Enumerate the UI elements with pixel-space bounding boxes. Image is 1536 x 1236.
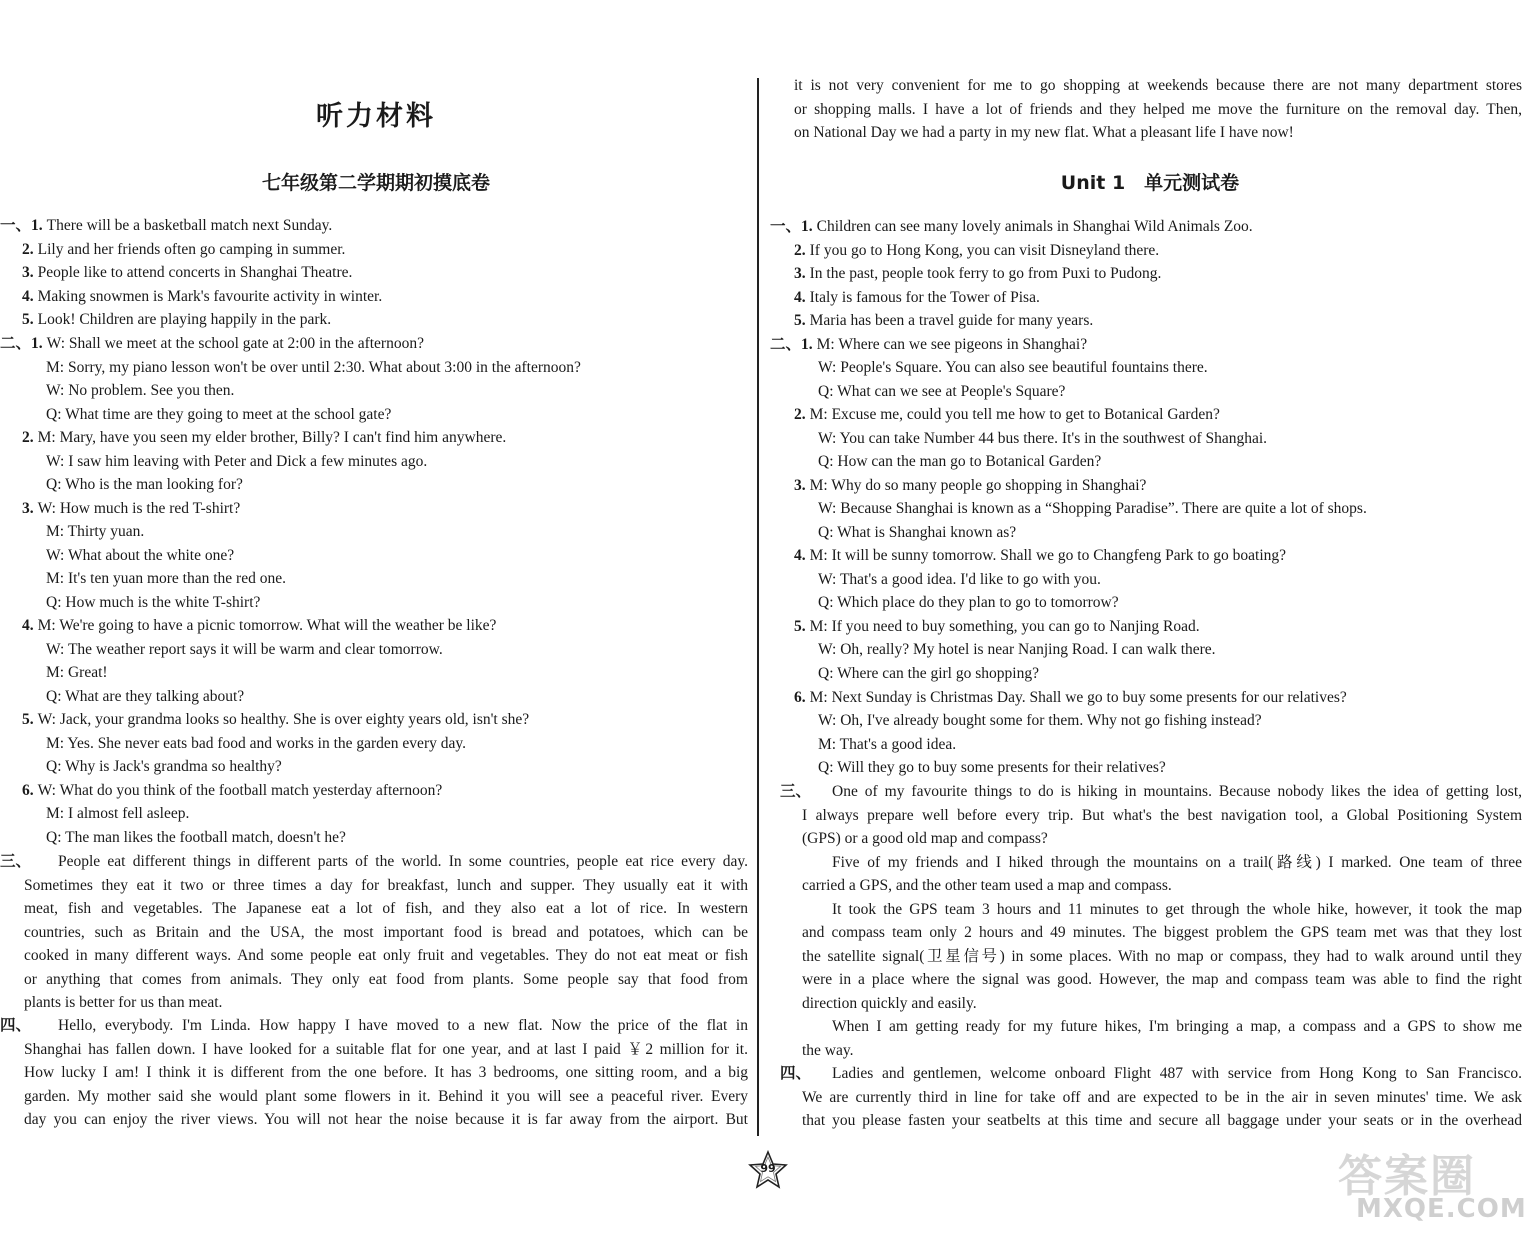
passage-line: Shanghai has fallen down. I have looked for a suitable flat for one year, and at last I paid ￥2 million for it. bbox=[24, 1040, 748, 1058]
dialogue-line bbox=[22, 499, 240, 519]
item-number: 一、1. bbox=[0, 217, 43, 234]
dialogue-line bbox=[818, 758, 1166, 778]
dialogue-line bbox=[22, 616, 496, 636]
item-number: 6. bbox=[22, 782, 34, 799]
dialogue-line bbox=[818, 735, 956, 755]
page-number: 99 bbox=[760, 1162, 776, 1175]
dialogue-line bbox=[0, 334, 424, 354]
line-text: W: What about the white one? bbox=[46, 547, 235, 564]
item-number: 3. bbox=[794, 477, 806, 494]
line-text: W: People's Square. You can also see beautiful fountains there. bbox=[818, 359, 1208, 376]
line-text: M: If you need to buy something, you can go to Nanjing Road. bbox=[809, 618, 1200, 635]
dialogue-line bbox=[770, 217, 1253, 237]
line-text: Children can see many lovely animals in Shanghai Wild Animals Zoo. bbox=[816, 218, 1253, 235]
line-text: In the past, people took ferry to go from Puxi to Pudong. bbox=[809, 265, 1162, 282]
line-text: M: Great! bbox=[46, 664, 108, 681]
line-text: W: Jack, your grandma looks so healthy. She is over eighty years old, isn't she? bbox=[37, 711, 530, 728]
dialogue-line bbox=[794, 617, 1200, 637]
page-number-badge bbox=[748, 1150, 788, 1190]
section-marker: 四、 bbox=[0, 1017, 32, 1034]
passage-line: day you can enjoy the river views. You will not hear the noise because it is far away from the airport. But bbox=[24, 1111, 748, 1128]
passage-line: carried a GPS, and the other team used a map and compass. bbox=[802, 877, 1172, 894]
line-text: Maria has been a travel guide for many years. bbox=[809, 312, 1094, 329]
passage-line: direction quickly and easily. bbox=[802, 994, 977, 1012]
item-number: 4. bbox=[794, 547, 806, 564]
line-text: M: Mary, have you seen my elder brother, Billy? I can't find him anywhere. bbox=[37, 429, 507, 446]
line-text: W: Because Shanghai is known as a “Shopping Paradise”. There are quite a lot of shops. bbox=[818, 500, 1367, 517]
line-text: Q: Which place do they plan to go to tomorrow? bbox=[818, 594, 1119, 611]
dialogue-line bbox=[818, 429, 1267, 449]
dialogue-line bbox=[0, 216, 332, 236]
line-text: W: No problem. See you then. bbox=[46, 382, 235, 399]
dialogue-line bbox=[46, 640, 443, 660]
passage-line: We are currently third in line for take off and are expected to be in the air in seven minutes' time. We ask bbox=[802, 1088, 1522, 1106]
passage-line: on National Day we had a party in my new flat. What a pleasant life I have now! bbox=[794, 124, 1294, 141]
line-text: W: What do you think of the football match yesterday afternoon? bbox=[37, 782, 443, 799]
line-text: W: That's a good idea. I'd like to go with you. bbox=[818, 571, 1101, 588]
watermark-url: MXQE.COM bbox=[1356, 1194, 1527, 1224]
line-text: M: I almost fell asleep. bbox=[46, 805, 190, 822]
line-text: M: Excuse me, could you tell me how to get to Botanical Garden? bbox=[809, 406, 1220, 423]
passage-line: that you please fasten your seatbelts at this time and secure all baggage under your seats or in the overhead bbox=[802, 1112, 1522, 1129]
section-marker: 三、 bbox=[780, 783, 812, 800]
passage-line: plants is better for us than meat. bbox=[24, 994, 223, 1011]
dialogue-line bbox=[818, 452, 1101, 472]
passage-line: Ladies and gentlemen, welcome onboard Flight 487 with service from Hong Kong to San Francisco. bbox=[832, 1065, 1522, 1082]
line-text: M: That's a good idea. bbox=[818, 736, 957, 753]
passage-line: One of my favourite things to do is hiking in mountains. Because nobody likes the idea of getting lost, bbox=[832, 783, 1522, 800]
line-text: Q: Why is Jack's grandma so healthy? bbox=[46, 758, 282, 775]
line-text: W: Oh, I've already bought some for them. Why not go fishing instead? bbox=[818, 712, 1262, 729]
dialogue-line bbox=[46, 569, 286, 589]
dialogue-line bbox=[46, 475, 243, 495]
line-text: Q: How much is the white T-shirt? bbox=[46, 594, 261, 611]
item-number: 5. bbox=[22, 311, 34, 328]
line-text: Q: Will they go to buy some presents for their relatives? bbox=[818, 759, 1166, 776]
line-text: W: You can take Number 44 bus there. It's in the southwest of Shanghai. bbox=[818, 430, 1268, 447]
passage-line: countries, such as Britain and the USA, the most important food is bread and potatoes, which can be bbox=[24, 923, 748, 941]
dialogue-line bbox=[818, 570, 1101, 590]
dialogue-line bbox=[818, 664, 1039, 684]
line-text: Q: Where can the girl go shopping? bbox=[818, 665, 1039, 682]
item-number: 二、1. bbox=[0, 335, 43, 352]
dialogue-line bbox=[46, 452, 427, 472]
dialogue-line bbox=[22, 310, 331, 330]
main-title: 听力材料 bbox=[316, 101, 436, 132]
passage-line: were in a place where the signal was good. However, the map and compass team was able to find the right bbox=[802, 971, 1522, 988]
passage-line: I always prepare well before every trip. But what's the best navigation tool, a Global Positioning System bbox=[802, 806, 1522, 824]
watermark bbox=[1338, 1138, 1528, 1228]
line-text: W: Shall we meet at the school gate at 2:00 in the afternoon? bbox=[46, 335, 424, 352]
line-text: Q: What are they talking about? bbox=[46, 688, 245, 705]
line-text: M: Where can we see pigeons in Shanghai? bbox=[816, 336, 1088, 353]
passage-line: Hello, everybody. I'm Linda. How happy I have moved to a new flat. Now the price of the flat in bbox=[58, 1017, 748, 1034]
item-number: 5. bbox=[794, 312, 806, 329]
line-text: W: The weather report says it will be warm and clear tomorrow. bbox=[46, 641, 443, 658]
dialogue-line bbox=[22, 263, 352, 283]
item-number: 3. bbox=[22, 500, 34, 517]
section-title-left: 七年级第二学期期初摸底卷 bbox=[261, 172, 490, 194]
dialogue-line bbox=[818, 523, 1016, 543]
line-text: Lily and her friends often go camping in summer. bbox=[37, 241, 346, 258]
line-text: People like to attend concerts in Shanghai Theatre. bbox=[37, 264, 353, 281]
line-text: If you go to Hong Kong, you can visit Disneyland there. bbox=[809, 242, 1160, 259]
line-text: Q: How can the man go to Botanical Garden? bbox=[818, 453, 1102, 470]
dialogue-line bbox=[46, 734, 466, 754]
passage-line: How lucky I am! I think it is different from the one before. It has 3 bedrooms, one sitting room, and a big bbox=[24, 1064, 748, 1081]
dialogue-line bbox=[22, 781, 442, 801]
item-number: 4. bbox=[794, 289, 806, 306]
dialogue-line bbox=[794, 546, 1286, 566]
dialogue-line bbox=[818, 382, 1065, 402]
section-marker: 四、 bbox=[780, 1065, 812, 1082]
passage-line: the way. bbox=[802, 1041, 854, 1059]
line-text: M: Sorry, my piano lesson won't be over until 2:30. What about 3:00 in the afternoon? bbox=[46, 359, 581, 376]
line-text: M: Next Sunday is Christmas Day. Shall we go to buy some presents for our relatives? bbox=[809, 689, 1347, 706]
line-text: Q: Who is the man looking for? bbox=[46, 476, 243, 493]
passage-line: When I am getting ready for my future hikes, I'm bringing a map, a compass and a GPS to show me bbox=[832, 1018, 1522, 1035]
item-number: 5. bbox=[794, 618, 806, 635]
passage-line: meat, fish and vegetables. The Japanese eat a lot of fish, and they also eat a lot of rice. In western bbox=[24, 900, 748, 917]
item-number: 3. bbox=[22, 264, 34, 281]
dialogue-line bbox=[46, 405, 391, 425]
section-marker: 三、 bbox=[0, 853, 32, 870]
line-text: There will be a basketball match next Sunday. bbox=[46, 217, 333, 234]
item-number: 一、1. bbox=[770, 218, 813, 235]
item-number: 2. bbox=[794, 406, 806, 423]
item-number: 4. bbox=[22, 617, 34, 634]
dialogue-line bbox=[794, 405, 1220, 425]
dialogue-line bbox=[46, 828, 346, 848]
dialogue-line bbox=[46, 358, 581, 378]
dialogue-line bbox=[46, 757, 282, 777]
passage-line: garden. My mother said she would plant some flowers in it. Behind it you will see a peaceful river. Every bbox=[24, 1087, 748, 1105]
line-text: M: It will be sunny tomorrow. Shall we go to Changfeng Park to go boating? bbox=[809, 547, 1287, 564]
dialogue-line bbox=[794, 241, 1159, 261]
dialogue-line bbox=[794, 476, 1146, 496]
item-number: 6. bbox=[794, 689, 806, 706]
line-text: W: Oh, really? My hotel is near Nanjing Road. I can walk there. bbox=[818, 641, 1216, 658]
dialogue-line bbox=[22, 710, 529, 730]
line-text: Q: The man likes the football match, doesn't he? bbox=[46, 829, 346, 846]
item-number: 二、1. bbox=[770, 336, 813, 353]
dialogue-line bbox=[794, 288, 1040, 308]
dialogue-line bbox=[770, 335, 1087, 355]
watermark-logo-text: 答案圈 bbox=[1338, 1151, 1476, 1202]
line-text: Q: What can we see at People's Square? bbox=[818, 383, 1066, 400]
dialogue-line bbox=[46, 381, 234, 401]
line-text: Q: What is Shanghai known as? bbox=[818, 524, 1017, 541]
item-number: 4. bbox=[22, 288, 34, 305]
line-text: Making snowmen is Mark's favourite activity in winter. bbox=[37, 288, 383, 305]
dialogue-line bbox=[794, 311, 1093, 331]
dialogue-line bbox=[46, 663, 108, 683]
item-number: 2. bbox=[22, 241, 34, 258]
dialogue-line bbox=[818, 711, 1262, 731]
item-number: 2. bbox=[794, 242, 806, 259]
passage-line: the satellite signal(卫星信号) in some places. With no map or compass, they had to walk around until they bbox=[802, 947, 1522, 965]
dialogue-line bbox=[818, 640, 1216, 660]
item-number: 2. bbox=[22, 429, 34, 446]
section-title-right: Unit 1 单元测试卷 bbox=[1060, 172, 1240, 194]
dialogue-line bbox=[818, 358, 1208, 378]
line-text: M: Why do so many people go shopping in Shanghai? bbox=[809, 477, 1147, 494]
dialogue-line bbox=[818, 499, 1367, 519]
line-text: Look! Children are playing happily in the park. bbox=[37, 311, 332, 328]
passage-line: or shopping malls. I have a lot of friends and they helped me move the furniture on the removal day. Then, bbox=[794, 100, 1522, 118]
line-text: Q: What time are they going to meet at the school gate? bbox=[46, 406, 392, 423]
passage-line: People eat different things in different parts of the world. In some countries, people eat rice every day. bbox=[58, 853, 748, 870]
dialogue-line bbox=[818, 593, 1119, 613]
line-text: M: Thirty yuan. bbox=[46, 523, 145, 540]
passage-line: Sometimes they eat it two or three times a day for breakfast, lunch and supper. They usually eat it with bbox=[24, 876, 748, 894]
dialogue-line bbox=[22, 240, 345, 260]
dialogue-line bbox=[46, 522, 144, 542]
line-text: M: We're going to have a picnic tomorrow. What will the weather be like? bbox=[37, 617, 497, 634]
item-number: 3. bbox=[794, 265, 806, 282]
dialogue-line bbox=[794, 264, 1161, 284]
dialogue-line bbox=[46, 593, 260, 613]
item-number: 5. bbox=[22, 711, 34, 728]
passage-line: It took the GPS team 3 hours and 11 minutes to get through the whole hike, however, it took the map bbox=[832, 900, 1522, 918]
dialogue-line bbox=[794, 688, 1347, 708]
passage-line: or anything that comes from animals. They only eat food from plants. Some people say that food from bbox=[24, 970, 748, 988]
dialogue-line bbox=[22, 428, 506, 448]
passage-line: it is not very convenient for me to go shopping at weekends because there are not many department stores bbox=[794, 77, 1522, 94]
dialogue-line bbox=[22, 287, 382, 307]
line-text: W: I saw him leaving with Peter and Dick a few minutes ago. bbox=[46, 453, 428, 470]
dialogue-line bbox=[46, 804, 189, 824]
line-text: M: Yes. She never eats bad food and works in the garden every day. bbox=[46, 735, 466, 752]
column-divider bbox=[757, 78, 759, 1136]
passage-line: (GPS) or a good old map and compass? bbox=[802, 830, 1048, 847]
line-text: M: It's ten yuan more than the red one. bbox=[46, 570, 286, 587]
line-text: Italy is famous for the Tower of Pisa. bbox=[809, 289, 1040, 306]
passage-line: cooked in many different ways. And some people eat only fruit and vegetables. They do not eat meat or fish bbox=[24, 947, 748, 964]
passage-line: and compass team only 2 hours and 49 minutes. The biggest problem the GPS team met was that they lost bbox=[802, 924, 1522, 941]
line-text: W: How much is the red T-shirt? bbox=[37, 500, 241, 517]
dialogue-line bbox=[46, 687, 244, 707]
dialogue-line bbox=[46, 546, 234, 566]
passage-line: Five of my friends and I hiked through the mountains on a trail(路线) I marked. One team of three bbox=[832, 853, 1522, 871]
